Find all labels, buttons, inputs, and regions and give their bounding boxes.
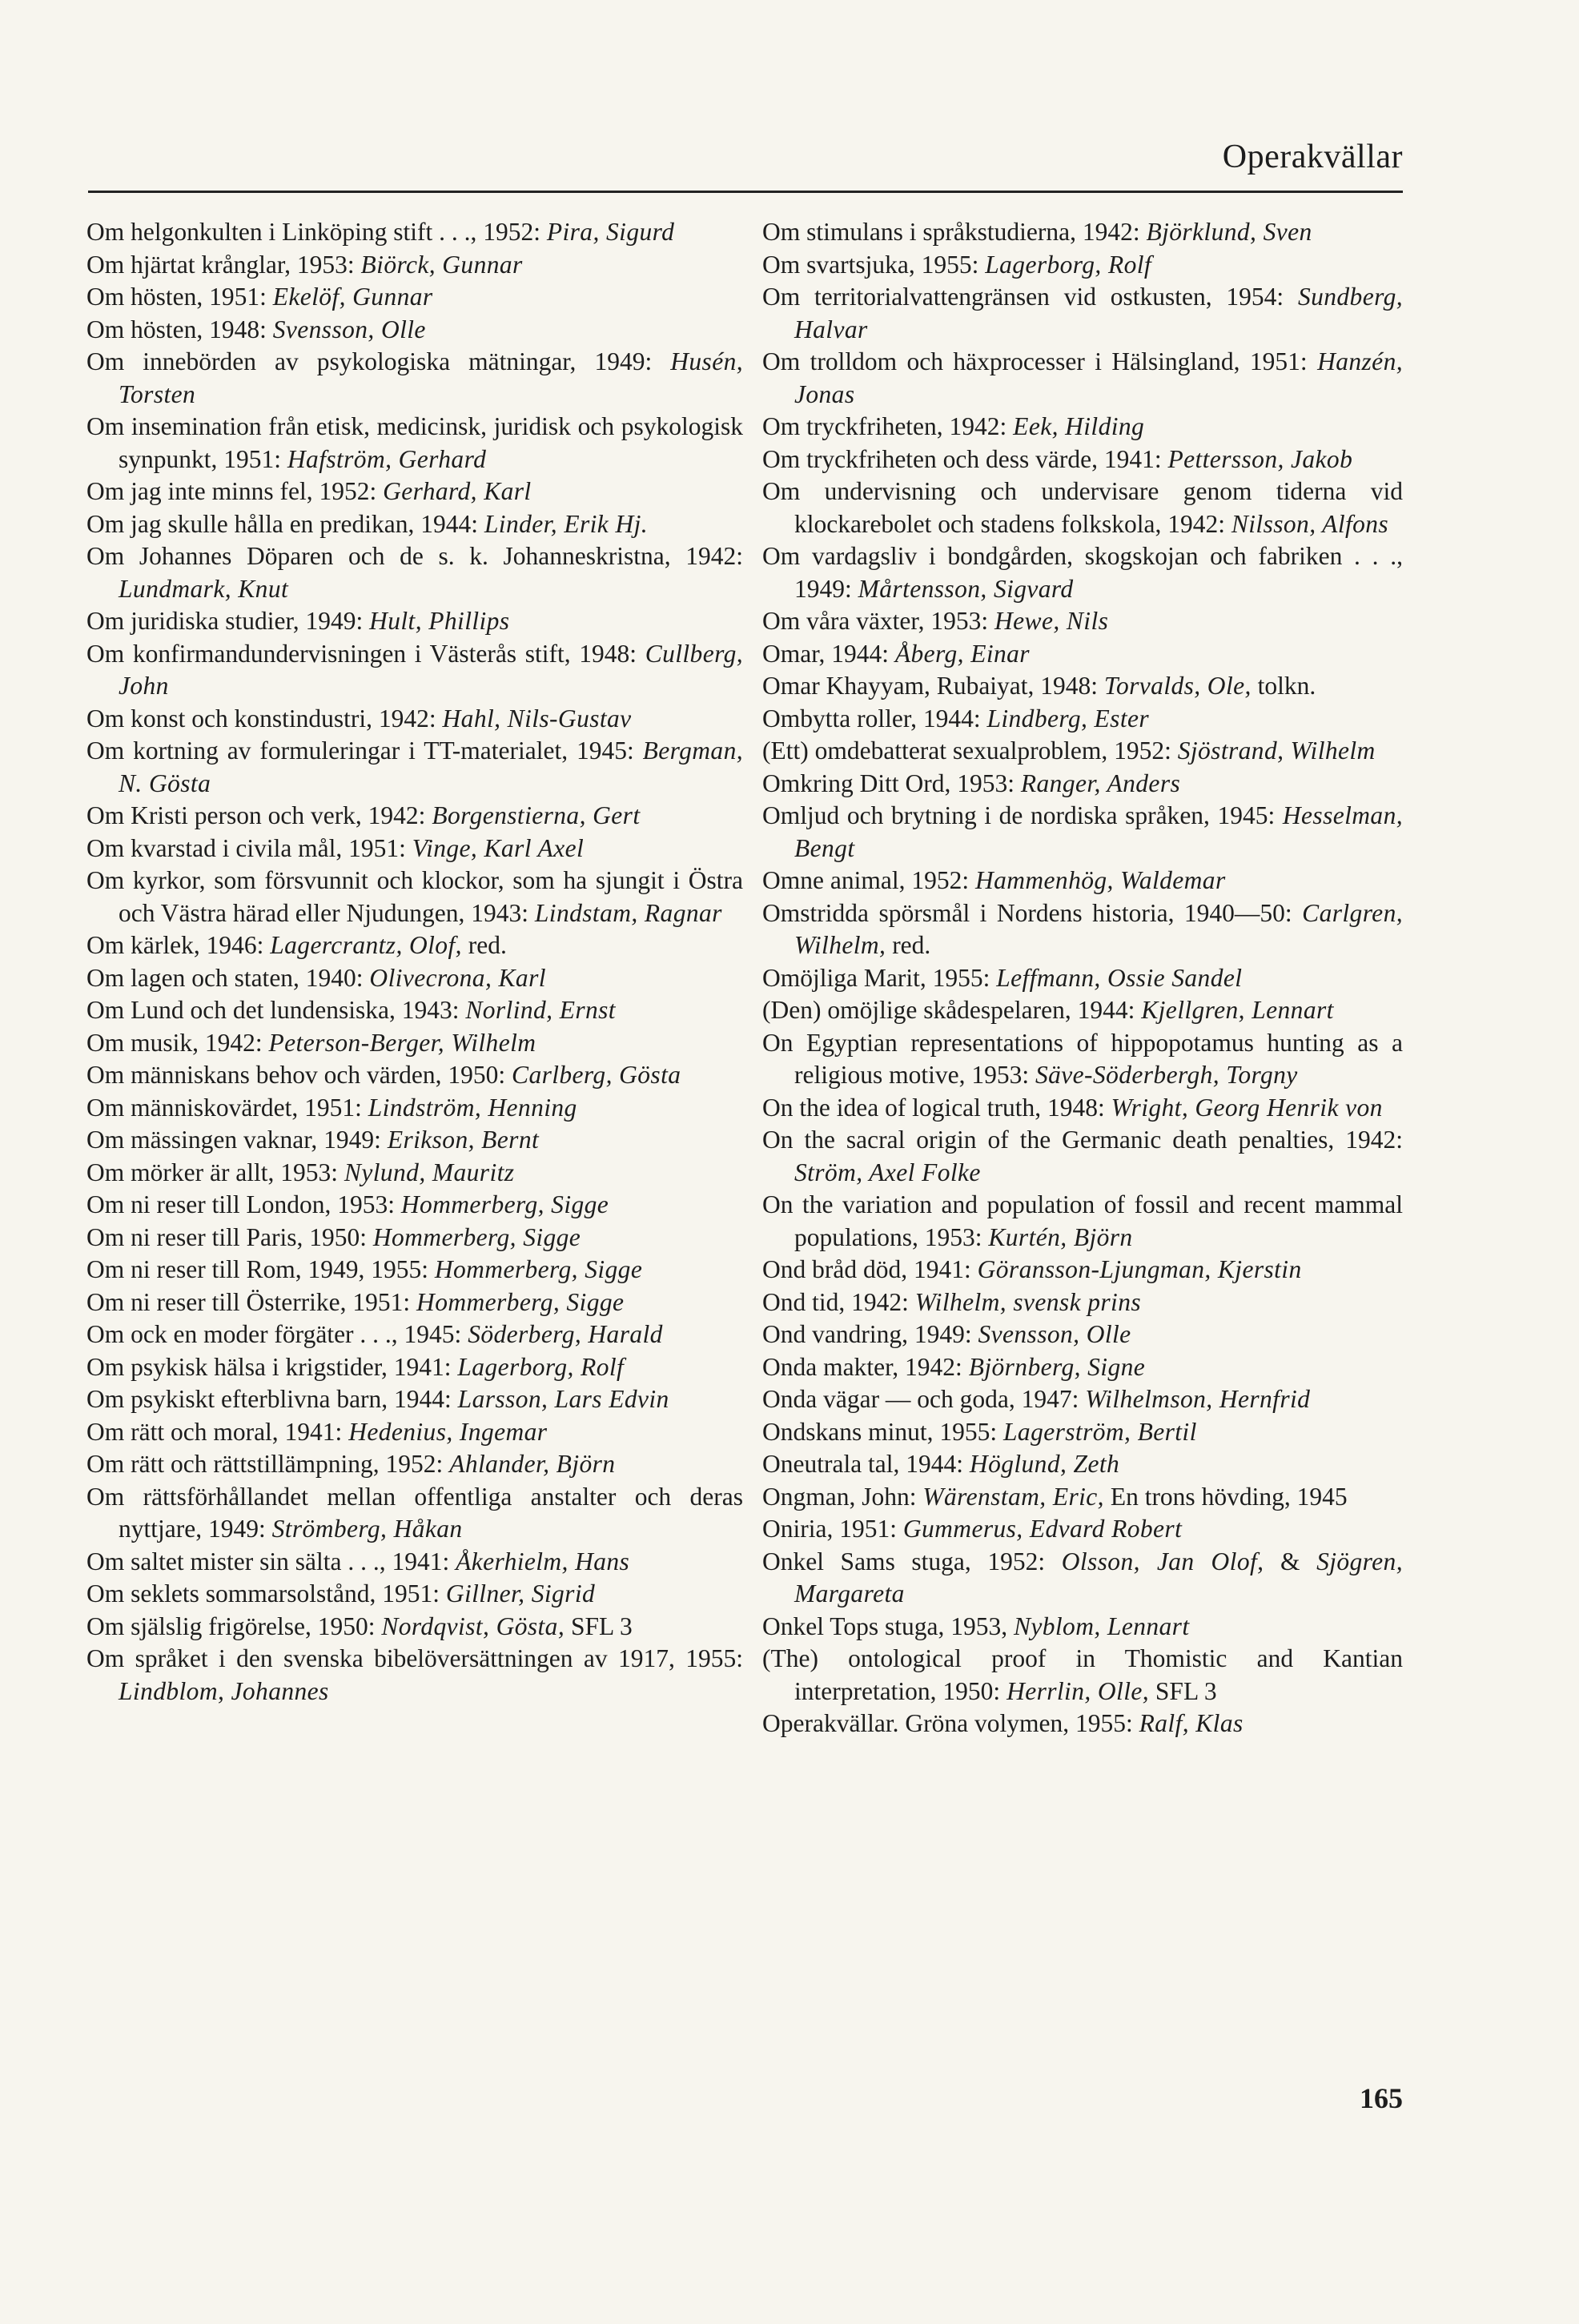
entry-title: Om konfirmandundervisningen i Västerås stift, 1948: bbox=[86, 639, 645, 668]
entry-author: Cullberg, John bbox=[119, 639, 743, 700]
index-entry bbox=[762, 1319, 1403, 1351]
index-entry bbox=[762, 670, 1403, 703]
index-entry bbox=[86, 865, 743, 929]
index-entry bbox=[86, 540, 743, 605]
index-entry bbox=[762, 1416, 1403, 1449]
index-entry bbox=[762, 1351, 1403, 1384]
entry-title: Om insemination från etisk, medicinsk, juridisk och psykologisk synpunkt, 1951: bbox=[86, 412, 743, 473]
entry-title: Om rätt och moral, 1941: bbox=[86, 1417, 349, 1446]
entry-title: Onkel Tops stuga, 1953, bbox=[762, 1612, 1014, 1640]
entry-author: Herrlin, Olle, bbox=[1006, 1676, 1150, 1705]
index-entry bbox=[86, 1383, 743, 1416]
entry-author: Erikson, Bernt bbox=[387, 1126, 540, 1154]
entry-title: Om kärlek, 1946: bbox=[86, 931, 271, 959]
entry-title: Ond vandring, 1949: bbox=[762, 1320, 978, 1348]
entry-title: (The) ontological proof in Thomistic and Kantian interpretation, 1950: bbox=[762, 1644, 1403, 1705]
entry-author: Lundmark, Knut bbox=[119, 574, 289, 603]
entry-suffix: red. bbox=[886, 931, 931, 959]
entry-author: Wright, Georg Henrik von bbox=[1111, 1093, 1383, 1122]
index-entry bbox=[762, 994, 1403, 1027]
index-entry bbox=[86, 605, 743, 638]
index-entry bbox=[762, 1513, 1403, 1546]
entry-title: Om kyrkor, som försvunnit och klockor, som ha sjungit i Östra och Västra härad eller Njudungen, 1943: bbox=[86, 866, 743, 927]
entry-suffix: & bbox=[1264, 1547, 1317, 1575]
entry-title: Om ock en moder förgäter . . ., 1945: bbox=[86, 1320, 468, 1348]
index-entry bbox=[86, 1416, 743, 1449]
entry-title: Om trolldom och häxprocesser i Hälsingland, 1951: bbox=[762, 347, 1318, 375]
right-column bbox=[762, 216, 1403, 1740]
entry-title: Omstridda spörsmål i Nordens historia, 1940—50: bbox=[762, 898, 1303, 927]
entry-title: Om språket i den svenska bibelöversättningen av 1917, 1955: bbox=[86, 1644, 743, 1672]
header-rule bbox=[88, 191, 1403, 193]
entry-suffix: SFL 3 bbox=[1149, 1676, 1217, 1705]
index-entry bbox=[86, 1481, 743, 1546]
index-entry bbox=[762, 1286, 1403, 1319]
entry-title: Ondskans minut, 1955: bbox=[762, 1417, 1004, 1446]
index-entry bbox=[86, 411, 743, 476]
index-entry bbox=[762, 216, 1403, 249]
index-entry bbox=[762, 346, 1403, 411]
index-entry bbox=[86, 1319, 743, 1351]
index-entry bbox=[86, 833, 743, 865]
index-entry bbox=[762, 1189, 1403, 1254]
entry-title: Om rättsförhållandet mellan offentliga anstalter och deras nyttjare, 1949: bbox=[86, 1482, 743, 1543]
entry-title: Om människovärdet, 1951: bbox=[86, 1093, 368, 1122]
entry-author: Hanzén, Jonas bbox=[794, 347, 1403, 408]
entry-author: Pira, Sigurd bbox=[546, 218, 675, 246]
entry-author: Ahlander, Björn bbox=[449, 1450, 616, 1478]
entry-author: Olivecrona, Karl bbox=[369, 963, 546, 992]
entry-author: Carlberg, Gösta bbox=[512, 1061, 681, 1089]
entry-title: Om mässingen vaknar, 1949: bbox=[86, 1126, 388, 1154]
entry-author: Borgenstierna, Gert bbox=[432, 801, 641, 829]
index-entry bbox=[762, 962, 1403, 995]
entry-title: Om seklets sommarsolstånd, 1951: bbox=[86, 1579, 446, 1608]
index-entry bbox=[762, 444, 1403, 476]
index-entry bbox=[86, 249, 743, 282]
index-entry bbox=[762, 1643, 1403, 1708]
entry-author: Norlind, Ernst bbox=[465, 996, 616, 1024]
entry-title: Ombytta roller, 1944: bbox=[762, 704, 987, 733]
entry-author: Sjöstrand, Wilhelm bbox=[1177, 737, 1376, 765]
index-entry bbox=[762, 735, 1403, 768]
entry-suffix: red. bbox=[461, 931, 507, 959]
index-entry bbox=[762, 865, 1403, 897]
entry-title: Oneutrala tal, 1944: bbox=[762, 1450, 970, 1478]
index-entry bbox=[86, 1027, 743, 1060]
entry-author: Peterson-Berger, Wilhelm bbox=[268, 1028, 536, 1057]
entry-title: Om ni reser till Paris, 1950: bbox=[86, 1222, 373, 1251]
entry-author: Vinge, Karl Axel bbox=[412, 833, 585, 862]
entry-author: Lagerborg, Rolf bbox=[985, 250, 1152, 279]
index-entry bbox=[86, 1189, 743, 1222]
entry-author: Larsson, Lars Edvin bbox=[457, 1385, 669, 1413]
entry-title: Om ni reser till London, 1953: bbox=[86, 1190, 401, 1218]
left-column bbox=[86, 216, 743, 1708]
entry-title: Om tryckfriheten och dess värde, 1941: bbox=[762, 444, 1168, 473]
index-entry bbox=[762, 800, 1403, 865]
entry-author: Nordqvist, Gösta, bbox=[381, 1612, 565, 1640]
entry-title: Om undervisning och undervisare genom tiderna vid klockarebolet och stadens folkskola, 1942: bbox=[762, 477, 1403, 538]
index-entry bbox=[762, 281, 1403, 346]
entry-title: Omkring Ditt Ord, 1953: bbox=[762, 769, 1021, 797]
entry-title: Om jag inte minns fel, 1952: bbox=[86, 477, 384, 505]
entry-title: Oniria, 1951: bbox=[762, 1515, 903, 1543]
index-entry bbox=[86, 216, 743, 249]
entry-author: Wilhelmson, Hernfrid bbox=[1085, 1385, 1311, 1413]
entry-title: Om mörker är allt, 1953: bbox=[86, 1158, 344, 1186]
entry-suffix: SFL 3 bbox=[565, 1612, 633, 1640]
entry-author: Göransson-Ljungman, Kjerstin bbox=[977, 1255, 1302, 1283]
entry-title: Om våra växter, 1953: bbox=[762, 607, 995, 635]
index-entry bbox=[86, 962, 743, 995]
entry-author: Carlgren, Wilhelm, bbox=[794, 898, 1403, 959]
index-entry bbox=[762, 476, 1403, 540]
index-entry bbox=[86, 735, 743, 800]
entry-author: Hommerberg, Sigge bbox=[434, 1255, 643, 1283]
entry-title: Om territorialvattengränsen vid ostkusten, 1954: bbox=[762, 283, 1298, 311]
entry-title: Om hösten, 1951: bbox=[86, 283, 273, 311]
entry-author: Eek, Hilding bbox=[1013, 412, 1145, 440]
index-entry bbox=[762, 540, 1403, 605]
entry-author: Mårtensson, Sigvard bbox=[858, 574, 1074, 603]
entry-title: Om kortning av formuleringar i TT-materialet, 1945: bbox=[86, 737, 643, 765]
index-entry bbox=[762, 897, 1403, 962]
entry-author: Nyblom, Lennart bbox=[1013, 1612, 1190, 1640]
entry-author: Gerhard, Karl bbox=[383, 477, 532, 505]
entry-author: Bergman, N. Gösta bbox=[119, 737, 743, 797]
entry-title: Omljud och brytning i de nordiska språken, 1945: bbox=[762, 801, 1283, 829]
entry-author: Wilhelm, svensk prins bbox=[914, 1287, 1142, 1316]
entry-author: Hommerberg, Sigge bbox=[416, 1287, 625, 1316]
entry-title: Omar, 1944: bbox=[762, 639, 895, 668]
entry-author: Strömberg, Håkan bbox=[271, 1515, 463, 1543]
index-entry bbox=[762, 1481, 1403, 1514]
entry-author: Sundberg, Halvar bbox=[794, 283, 1403, 343]
entry-title: Om lagen och staten, 1940: bbox=[86, 963, 370, 992]
entry-author: Åkerhielm, Hans bbox=[456, 1547, 630, 1575]
index-entry bbox=[762, 768, 1403, 801]
entry-title: Om konst och konstindustri, 1942: bbox=[86, 704, 443, 733]
entry-title: Om vardagsliv i bondgården, skogskojan och fabriken . . ., 1949: bbox=[762, 542, 1403, 603]
entry-title: Om psykiskt efterblivna barn, 1944: bbox=[86, 1385, 458, 1413]
entry-title: Om innebörden av psykologiska mätningar, 1949: bbox=[86, 347, 671, 375]
entry-author: Hesselman, Bengt bbox=[794, 801, 1403, 862]
index-entry bbox=[86, 508, 743, 541]
entry-author: Wärenstam, Eric, bbox=[922, 1482, 1104, 1511]
entry-author: Hommerberg, Sigge bbox=[400, 1190, 609, 1218]
entry-title: On the sacral origin of the Germanic death penalties, 1942: bbox=[762, 1126, 1403, 1154]
entry-title: Om själslig frigörelse, 1950: bbox=[86, 1612, 382, 1640]
entry-author: Hedenius, Ingemar bbox=[348, 1417, 548, 1446]
entry-title: Om stimulans i språkstudierna, 1942: bbox=[762, 218, 1147, 246]
index-entry bbox=[762, 411, 1403, 444]
entry-author: Ekelöf, Gunnar bbox=[272, 283, 433, 311]
entry-title: Om ni reser till Rom, 1949, 1955: bbox=[86, 1255, 435, 1283]
index-entry bbox=[86, 281, 743, 314]
entry-author: Leffmann, Ossie Sandel bbox=[996, 963, 1243, 992]
entry-title: Ond bråd död, 1941: bbox=[762, 1255, 978, 1283]
entry-author: Torvalds, Ole, bbox=[1103, 672, 1252, 700]
entry-author: Biörck, Gunnar bbox=[360, 250, 523, 279]
entry-author: Lindberg, Ester bbox=[986, 704, 1150, 733]
entry-author: Hommerberg, Sigge bbox=[372, 1222, 581, 1251]
entry-title: Om ni reser till Österrike, 1951: bbox=[86, 1287, 417, 1316]
index-entry bbox=[86, 314, 743, 347]
index-entry bbox=[86, 1578, 743, 1611]
entry-title: Operakvällar. Gröna volymen, 1955: bbox=[762, 1709, 1139, 1737]
entry-author: Hammenhög, Waldemar bbox=[974, 866, 1226, 894]
index-entry bbox=[86, 476, 743, 508]
entry-title: Om juridiska studier, 1949: bbox=[86, 607, 370, 635]
index-entry bbox=[86, 1611, 743, 1644]
index-entry bbox=[86, 1059, 743, 1092]
entry-title: Om rätt och rättstillämpning, 1952: bbox=[86, 1450, 450, 1478]
index-entry bbox=[762, 1383, 1403, 1416]
entry-author: Ralf, Klas bbox=[1139, 1709, 1244, 1737]
entry-coauthor: Sjögren, Margareta bbox=[794, 1547, 1403, 1608]
entry-title: Om psykisk hälsa i krigstider, 1941: bbox=[86, 1352, 458, 1381]
entry-author: Linder, Erik Hj. bbox=[484, 509, 649, 538]
entry-title: Ongman, John: bbox=[762, 1482, 923, 1511]
entry-author: Hult, Phillips bbox=[369, 607, 510, 635]
index-entry bbox=[86, 1222, 743, 1254]
entry-author: Lagercrantz, Olof, bbox=[270, 931, 462, 959]
entry-title: Om Johannes Döparen och de s. k. Johanneskristna, 1942: bbox=[86, 542, 743, 570]
entry-title: Om kvarstad i civila mål, 1951: bbox=[86, 833, 412, 862]
entry-title: Onda vägar — och goda, 1947: bbox=[762, 1385, 1086, 1413]
index-entry bbox=[762, 1027, 1403, 1092]
index-entry bbox=[762, 1254, 1403, 1286]
entry-author: Svensson, Olle bbox=[272, 315, 426, 343]
index-entry bbox=[86, 994, 743, 1027]
entry-author: Kjellgren, Lennart bbox=[1141, 996, 1334, 1024]
entry-author: Kurtén, Björn bbox=[988, 1222, 1133, 1251]
entry-author: Säve-Söderbergh, Torgny bbox=[1035, 1061, 1298, 1089]
entry-title: Om hösten, 1948: bbox=[86, 315, 273, 343]
entry-title: Om saltet mister sin sälta . . ., 1941: bbox=[86, 1547, 456, 1575]
entry-author: Svensson, Olle bbox=[978, 1320, 1131, 1348]
entry-author: Lindstam, Ragnar bbox=[534, 898, 722, 927]
entry-title: Onda makter, 1942: bbox=[762, 1352, 969, 1381]
index-entry bbox=[762, 605, 1403, 638]
entry-author: Nylund, Mauritz bbox=[344, 1158, 515, 1186]
index-entry bbox=[86, 1643, 743, 1708]
index-entry bbox=[86, 1448, 743, 1481]
entry-author: Lagerström, Bertil bbox=[1003, 1417, 1197, 1446]
entry-title: Om svartsjuka, 1955: bbox=[762, 250, 986, 279]
entry-title: Omar Khayyam, Rubaiyat, 1948: bbox=[762, 672, 1104, 700]
index-entry bbox=[86, 1092, 743, 1125]
entry-author: Lindström, Henning bbox=[368, 1093, 577, 1122]
index-entry bbox=[762, 638, 1403, 671]
entry-author: Gillner, Sigrid bbox=[445, 1579, 596, 1608]
entry-author: Åberg, Einar bbox=[894, 639, 1030, 668]
entry-author: Björnberg, Signe bbox=[968, 1352, 1146, 1381]
entry-author: Hahl, Nils-Gustav bbox=[442, 704, 632, 733]
index-entry bbox=[762, 1124, 1403, 1189]
index-entry bbox=[762, 1092, 1403, 1125]
entry-author: Husén, Torsten bbox=[119, 347, 743, 408]
index-entry bbox=[762, 1546, 1403, 1611]
entry-suffix: En trons hövding, 1945 bbox=[1103, 1482, 1348, 1511]
entry-title: On the idea of logical truth, 1948: bbox=[762, 1093, 1111, 1122]
entry-title: Om Kristi person och verk, 1942: bbox=[86, 801, 432, 829]
entry-title: (Ett) omdebatterat sexualproblem, 1952: bbox=[762, 737, 1178, 765]
index-entry bbox=[86, 1546, 743, 1579]
index-entry bbox=[762, 1611, 1403, 1644]
entry-title: Om Lund och det lundensiska, 1943: bbox=[86, 996, 466, 1024]
entry-title: Omne animal, 1952: bbox=[762, 866, 975, 894]
entry-author: Hewe, Nils bbox=[994, 607, 1109, 635]
index-entry bbox=[86, 1286, 743, 1319]
index-entry bbox=[762, 1448, 1403, 1481]
index-entry bbox=[86, 800, 743, 833]
entry-suffix: tolkn. bbox=[1251, 672, 1316, 700]
entry-author: Hafström, Gerhard bbox=[287, 444, 487, 473]
index-entry bbox=[86, 1254, 743, 1286]
index-entry bbox=[86, 1351, 743, 1384]
entry-title: (Den) omöjlige skådespelaren, 1944: bbox=[762, 996, 1142, 1024]
index-entry bbox=[86, 346, 743, 411]
entry-title: Omöjliga Marit, 1955: bbox=[762, 963, 997, 992]
index-entry bbox=[762, 703, 1403, 736]
entry-title: Ond tid, 1942: bbox=[762, 1287, 915, 1316]
entry-title: Om jag skulle hålla en predikan, 1944: bbox=[86, 509, 484, 538]
entry-author: Nilsson, Alfons bbox=[1231, 509, 1389, 538]
entry-title: Om helgonkulten i Linköping stift . . ., 1952: bbox=[86, 218, 547, 246]
entry-title: Om tryckfriheten, 1942: bbox=[762, 412, 1014, 440]
entry-title: On Egyptian representations of hippopotamus hunting as a religious motive, 1953: bbox=[762, 1028, 1403, 1089]
entry-author: Gummerus, Edvard Robert bbox=[902, 1515, 1183, 1543]
entry-title: Om människans behov och värden, 1950: bbox=[86, 1061, 512, 1089]
entry-author: Björklund, Sven bbox=[1146, 218, 1312, 246]
entry-author: Lagerborg, Rolf bbox=[457, 1352, 625, 1381]
entry-title: On the variation and population of fossil and recent mammal populations, 1953: bbox=[762, 1190, 1403, 1251]
index-entry bbox=[86, 638, 743, 703]
entry-title: Om hjärtat krånglar, 1953: bbox=[86, 250, 361, 279]
entry-author: Olsson, Jan Olof, bbox=[1061, 1547, 1264, 1575]
entry-author: Ranger, Anders bbox=[1020, 769, 1181, 797]
entry-title: Onkel Sams stuga, 1952: bbox=[762, 1547, 1062, 1575]
entry-author: Höglund, Zeth bbox=[969, 1450, 1120, 1478]
entry-author: Pettersson, Jakob bbox=[1167, 444, 1353, 473]
running-header: Operakvällar bbox=[1222, 138, 1403, 175]
entry-title: Om musik, 1942: bbox=[86, 1028, 269, 1057]
entry-author: Söderberg, Harald bbox=[468, 1320, 663, 1348]
page-number: 165 bbox=[1360, 2082, 1403, 2114]
entry-author: Ström, Axel Folke bbox=[794, 1158, 981, 1186]
index-entry bbox=[86, 703, 743, 736]
index-entry bbox=[762, 1708, 1403, 1740]
index-entry bbox=[86, 1157, 743, 1190]
index-entry bbox=[86, 1124, 743, 1157]
entry-author: Lindblom, Johannes bbox=[119, 1676, 329, 1705]
index-entry bbox=[86, 929, 743, 962]
index-entry bbox=[762, 249, 1403, 282]
